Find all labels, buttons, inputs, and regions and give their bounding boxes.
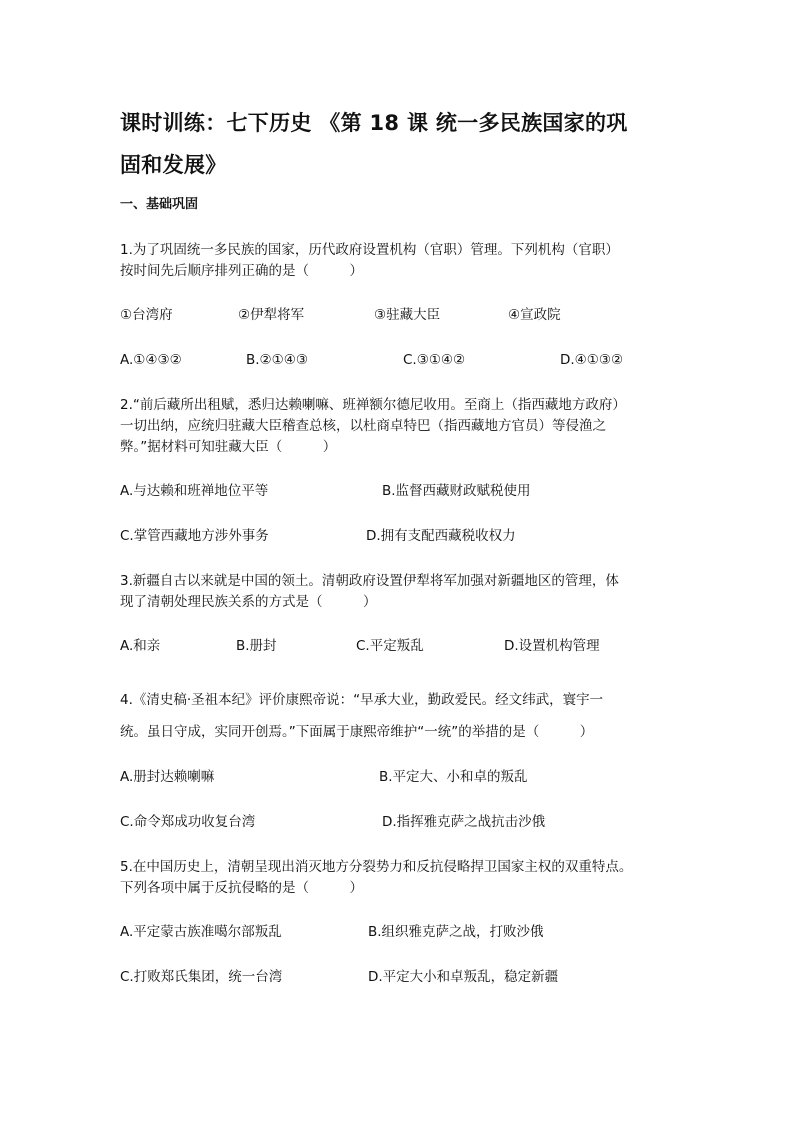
q2-option-d: D.拥有支配西藏税收权力 <box>366 528 516 544</box>
q2-line-3: 弊。”据材料可知驻藏大臣（ ） <box>120 439 337 455</box>
q1-option-a: A.①④③② <box>120 352 182 368</box>
q1-option-c: C.③①④② <box>403 352 466 368</box>
q4-option-d: D.指挥雅克萨之战抗击沙俄 <box>382 814 546 830</box>
q5-line-1: 5.在中国历史上，清朝呈现出消灭地方分裂势力和反抗侵略捍卫国家主权的双重特点。 <box>120 859 633 875</box>
q3-option-d: D.设置机构管理 <box>504 638 600 654</box>
q4-option-c: C.命令郑成功收复台湾 <box>120 814 256 830</box>
q1-item: ④宣政院 <box>508 307 561 323</box>
q5-option-d: D.平定大小和卓叛乱，稳定新疆 <box>368 969 559 985</box>
q1-item: ③驻藏大臣 <box>374 307 441 323</box>
q3-option-a: A.和亲 <box>120 638 161 654</box>
q5-option-c: C.打败郑氏集团，统一台湾 <box>120 969 283 985</box>
q1-line-2: 按时间先后顺序排列正确的是（ ） <box>120 263 363 279</box>
q5-option-b: B.组织雅克萨之战，打败沙俄 <box>368 924 544 940</box>
q1-option-d: D.④①③② <box>560 352 624 368</box>
q4-option-b: B.平定大、小和卓的叛乱 <box>379 769 528 785</box>
title-line-1: 课时训练：七下历史 《第 18 课 统一多民族国家的巩 <box>120 111 628 135</box>
q1-option-b: B.②①④③ <box>246 352 308 368</box>
q3-line-1: 3.新疆自古以来就是中国的领土。清朝政府设置伊犁将军加强对新疆地区的管理，体 <box>120 573 619 589</box>
q2-option-c: C.掌管西藏地方涉外事务 <box>120 528 269 544</box>
q3-line-2: 现了清朝处理民族关系的方式是（ ） <box>120 594 377 610</box>
q5-option-a: A.平定蒙古族准噶尔部叛乱 <box>120 924 282 940</box>
q1-line-1: 1.为了巩固统一多民族的国家，历代政府设置机构（官职）管理。下列机构（官职） <box>120 242 619 258</box>
q2-option-b: B.监督西藏财政赋税使用 <box>382 483 531 499</box>
page-title <box>120 102 700 186</box>
q5-line-2: 下列各项中属于反抗侵略的是（ ） <box>120 880 363 896</box>
q2-line-1: 2.“前后藏所出租赋，悉归达赖喇嘛、班禅额尔德尼收用。至商上（指西藏地方政府） <box>120 397 626 413</box>
q3-option-c: C.平定叛乱 <box>356 638 424 654</box>
title-line-2: 固和发展》 <box>120 153 227 177</box>
q2-option-a: A.与达赖和班禅地位平等 <box>120 483 269 499</box>
q1-item: ②伊犁将军 <box>238 307 305 323</box>
q1-item: ①台湾府 <box>120 307 173 323</box>
q4-option-a: A.册封达赖喇嘛 <box>120 769 215 785</box>
q4-line-2: 统。虽日守成，实同开创焉。”下面属于康熙帝维护“一统”的举措的是（ ） <box>120 724 594 740</box>
q2-line-2: 一切出纳，应统归驻藏大臣稽查总核，以杜商卓特巴（指西藏地方官员）等侵渔之 <box>120 418 606 434</box>
q3-option-b: B.册封 <box>236 638 277 654</box>
section-heading: 一、基础巩固 <box>120 197 199 212</box>
q4-line-1: 4.《清史稿·圣祖本纪》评价康熙帝说：“早承大业，勤政爱民。经文纬武，寰宇一 <box>120 692 604 708</box>
